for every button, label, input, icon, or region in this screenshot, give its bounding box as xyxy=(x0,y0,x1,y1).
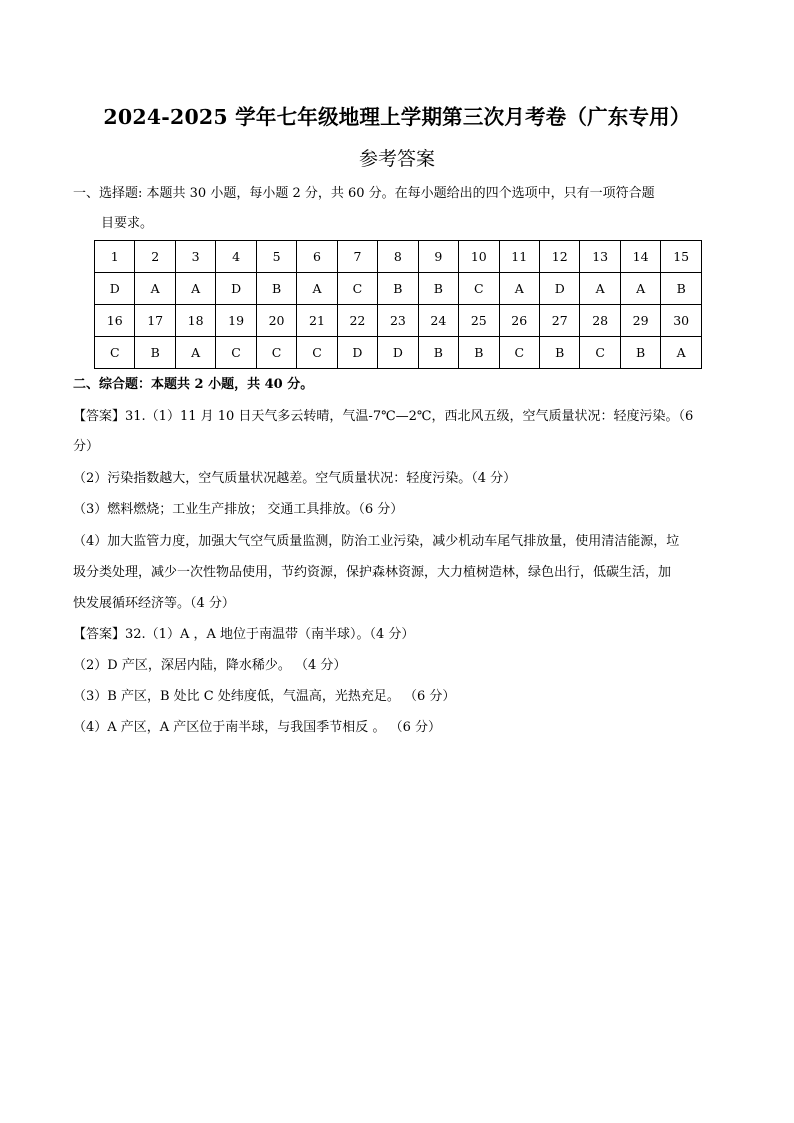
question-number-cell: 22 xyxy=(337,305,377,337)
question-number-cell: 11 xyxy=(499,241,539,273)
question-number-cell: 24 xyxy=(418,305,458,337)
answer-letter-cell: C xyxy=(216,337,256,369)
answer-letter-cell: A xyxy=(661,337,702,369)
answer-letter-cell: D xyxy=(539,273,579,305)
question-number-cell: 26 xyxy=(499,305,539,337)
answer-letter-cell: C xyxy=(297,337,337,369)
answer-letter-cell: A xyxy=(175,273,215,305)
answer-letter-cell: B xyxy=(620,337,660,369)
answer-letter-cell: A xyxy=(297,273,337,305)
q31-answer-line2: 分） xyxy=(73,439,100,454)
answer-letter-cell: D xyxy=(337,337,377,369)
q31-answer-line1: 【答案】31.（1）11 月 10 日天气多云转晴，气温-7℃—2℃，西北风五级，空气质量状况：轻度污染。（6 xyxy=(73,409,694,424)
section2-heading: 二、综合题：本题共 2 小题，共 40 分。 xyxy=(73,377,314,392)
question-number-cell: 9 xyxy=(418,241,458,273)
question-number-cell: 29 xyxy=(620,305,660,337)
answer-letter-cell: A xyxy=(580,273,620,305)
question-number-cell: 6 xyxy=(297,241,337,273)
question-number-cell: 25 xyxy=(459,305,499,337)
question-number-cell: 19 xyxy=(216,305,256,337)
q32-answer-line3: （3）B 产区，B 处比 C 处纬度低，气温高，光热充足。 （6 分） xyxy=(73,689,456,704)
q32-answer-line4: （4）A 产区，A 产区位于南半球，与我国季节相反 。 （6 分） xyxy=(73,720,441,735)
q31-answer-line7: 快发展循环经济等。（4 分） xyxy=(73,596,235,611)
answer-letter-cell: B xyxy=(418,273,458,305)
question-number-cell: 23 xyxy=(378,305,418,337)
answer-table-body xyxy=(95,241,702,369)
question-number-cell: 28 xyxy=(580,305,620,337)
answer-letter-cell: A xyxy=(175,337,215,369)
document-subtitle: 参考答案 xyxy=(358,148,435,170)
question-number-cell: 14 xyxy=(620,241,660,273)
question-number-cell: 3 xyxy=(175,241,215,273)
q32-answer-line1: 【答案】32.（1）A ，A 地位于南温带（南半球）。（4 分） xyxy=(73,627,415,642)
answer-table-row xyxy=(95,305,702,337)
q31-answer-line5: （4）加大监管力度，加强大气空气质量监测，防治工业污染，减少机动车尾气排放量，使用清洁能源，垃 xyxy=(73,534,680,549)
question-number-cell: 21 xyxy=(297,305,337,337)
answer-table-row xyxy=(95,241,702,273)
document-title: 2024-2025 学年七年级地理上学期第三次月考卷（广东专用） xyxy=(103,105,691,129)
answer-letter-cell: B xyxy=(459,337,499,369)
answer-table xyxy=(94,240,702,369)
question-number-cell: 16 xyxy=(95,305,135,337)
question-number-cell: 10 xyxy=(459,241,499,273)
answer-letter-cell: D xyxy=(216,273,256,305)
question-number-cell: 15 xyxy=(661,241,702,273)
question-number-cell: 1 xyxy=(95,241,135,273)
section1-instructions-line1: 一、选择题: 本题共 30 小题，每小题 2 分，共 60 分。在每小题给出的四个选项中，只有一项符合题 xyxy=(73,186,655,201)
q31-answer-line6: 圾分类处理，减少一次性物品使用，节约资源，保护森林资源，大力植树造林，绿色出行，低碳生活，加 xyxy=(73,565,672,580)
question-number-cell: 13 xyxy=(580,241,620,273)
answer-letter-cell: B xyxy=(418,337,458,369)
answer-letter-cell: B xyxy=(378,273,418,305)
q31-answer-line3: （2）污染指数越大，空气质量状况越差。空气质量状况：轻度污染。（4 分） xyxy=(73,471,517,486)
answer-letter-cell: D xyxy=(95,273,135,305)
question-number-cell: 12 xyxy=(539,241,579,273)
answer-letter-cell: C xyxy=(95,337,135,369)
q31-answer-line4: （3）燃料燃烧；工业生产排放； 交通工具排放。（6 分） xyxy=(73,502,404,517)
answer-letter-cell: A xyxy=(135,273,175,305)
question-number-cell: 5 xyxy=(256,241,296,273)
answer-letter-cell: B xyxy=(661,273,702,305)
question-number-cell: 2 xyxy=(135,241,175,273)
answer-table-row xyxy=(95,337,702,369)
answer-letter-cell: C xyxy=(580,337,620,369)
question-number-cell: 17 xyxy=(135,305,175,337)
answer-letter-cell: B xyxy=(256,273,296,305)
question-number-cell: 27 xyxy=(539,305,579,337)
answer-letter-cell: B xyxy=(135,337,175,369)
question-number-cell: 4 xyxy=(216,241,256,273)
answer-table-row xyxy=(95,273,702,305)
answer-letter-cell: C xyxy=(459,273,499,305)
question-number-cell: 7 xyxy=(337,241,377,273)
answer-letter-cell: C xyxy=(499,337,539,369)
question-number-cell: 18 xyxy=(175,305,215,337)
answer-letter-cell: A xyxy=(499,273,539,305)
question-number-cell: 30 xyxy=(661,305,702,337)
answer-letter-cell: C xyxy=(256,337,296,369)
answer-letter-cell: C xyxy=(337,273,377,305)
q32-answer-line2: （2）D 产区，深居内陆，降水稀少。 （4 分） xyxy=(73,658,347,673)
answer-letter-cell: A xyxy=(620,273,660,305)
answer-letter-cell: B xyxy=(539,337,579,369)
section1-instructions-line2: 目要求。 xyxy=(101,216,154,231)
question-number-cell: 8 xyxy=(378,241,418,273)
question-number-cell: 20 xyxy=(256,305,296,337)
answer-letter-cell: D xyxy=(378,337,418,369)
